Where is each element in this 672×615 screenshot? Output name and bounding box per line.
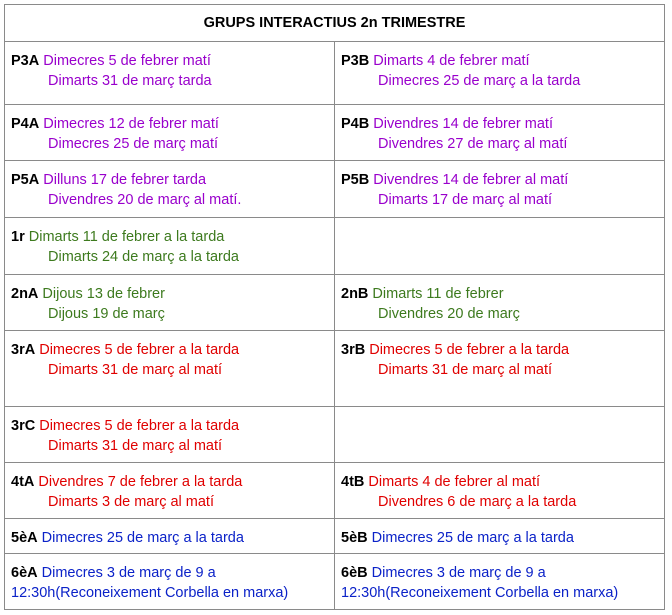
session-date-1: Dijous 13 de febrer	[38, 286, 165, 302]
session-date-1: Dilluns 17 de febrer tarda	[39, 172, 207, 188]
schedule-table	[4, 4, 665, 610]
schedule-row	[5, 331, 665, 407]
session-date-1: Divendres 7 de febrer a la tarda	[34, 474, 243, 490]
empty-cell	[335, 218, 665, 275]
session-date-1: Dimecres 3 de març de 9 a	[367, 565, 546, 581]
session-date-2: Divendres 20 de març	[378, 306, 520, 322]
session-date-2: Dimecres 25 de març matí	[48, 136, 219, 152]
schedule-cell-right	[335, 519, 665, 554]
schedule-cell-right	[335, 105, 665, 161]
session-date-2: Dijous 19 de març	[48, 306, 165, 322]
session-date-1: Divendres 14 de febrer matí	[369, 116, 553, 132]
schedule-cell-right	[335, 554, 665, 610]
session-date-2: Divendres 27 de març al matí	[378, 136, 568, 152]
schedule-cell-right	[335, 275, 665, 331]
session-date-2: 12:30h(Reconeixement Corbella en marxa)	[11, 585, 289, 601]
session-date-1: Dimecres 12 de febrer matí	[39, 116, 219, 132]
group-code: 6èA	[11, 565, 38, 581]
schedule-cell-left	[5, 218, 335, 275]
session-date-1: Dimecres 25 de març a la tarda	[37, 530, 244, 546]
group-code: 2nB	[341, 286, 369, 302]
schedule-row	[5, 218, 665, 275]
schedule-cell-right	[335, 161, 665, 218]
session-date-2: Divendres 20 de març al matí.	[48, 192, 242, 208]
group-code: 3rB	[341, 342, 366, 358]
session-date-1: Dimarts 11 de febrer	[368, 286, 504, 302]
group-code: 6èB	[341, 565, 368, 581]
group-code: 3rA	[11, 342, 36, 358]
group-code: 1r	[11, 229, 25, 245]
group-code: 3rC	[11, 418, 36, 434]
group-code: P3A	[11, 53, 40, 69]
session-date-2: Dimarts 24 de març a la tarda	[48, 249, 239, 265]
schedule-row	[5, 161, 665, 218]
schedule-row	[5, 519, 665, 554]
group-code: P5A	[11, 172, 40, 188]
session-date-1: Dimecres 5 de febrer a la tarda	[35, 342, 240, 358]
schedule-cell-left	[5, 331, 335, 407]
schedule-row	[5, 42, 665, 105]
session-date-1: Dimarts 11 de febrer a la tarda	[24, 229, 225, 245]
schedule-cell-left	[5, 275, 335, 331]
session-date-2: 12:30h(Reconeixement Corbella en marxa)	[341, 585, 619, 601]
schedule-cell-left	[5, 519, 335, 554]
session-date-1: Dimarts 4 de febrer al matí	[364, 474, 541, 490]
schedule-cell-right	[335, 331, 665, 407]
session-date-1: Dimecres 25 de març a la tarda	[367, 530, 574, 546]
schedule-cell-left	[5, 463, 335, 519]
schedule-cell-left	[5, 105, 335, 161]
group-code: 5èA	[11, 530, 38, 546]
schedule-row	[5, 275, 665, 331]
schedule-row	[5, 554, 665, 610]
session-date-2: Dimecres 25 de març a la tarda	[378, 73, 581, 89]
session-date-2: Dimarts 31 de març al matí	[378, 362, 553, 378]
group-code: 2nA	[11, 286, 39, 302]
session-date-1: Divendres 14 de febrer al matí	[369, 172, 569, 188]
title-row	[5, 5, 665, 42]
session-date-1: Dimarts 4 de febrer matí	[369, 53, 530, 69]
group-code: 5èB	[341, 530, 368, 546]
session-date-2: Dimarts 31 de març al matí	[48, 362, 223, 378]
group-code: P4A	[11, 116, 40, 132]
session-date-1: Dimecres 5 de febrer a la tarda	[365, 342, 570, 358]
session-date-2: Dimarts 31 de març tarda	[48, 73, 212, 89]
group-code: P4B	[341, 116, 370, 132]
group-code: P5B	[341, 172, 370, 188]
table-title: GRUPS INTERACTIUS 2n TRIMESTRE	[5, 5, 665, 42]
session-date-1: Dimecres 5 de febrer a la tarda	[35, 418, 240, 434]
schedule-sheet	[4, 4, 665, 610]
schedule-cell-right	[335, 42, 665, 105]
empty-cell	[335, 407, 665, 463]
schedule-row	[5, 407, 665, 463]
session-date-2: Dimarts 31 de març al matí	[48, 438, 223, 454]
session-date-2: Dimarts 3 de març al matí	[48, 494, 214, 510]
schedule-cell-left	[5, 42, 335, 105]
session-date-1: Dimecres 5 de febrer matí	[39, 53, 211, 69]
session-date-2: Dimarts 17 de març al matí	[378, 192, 553, 208]
group-code: P3B	[341, 53, 370, 69]
group-code: 4tA	[11, 474, 35, 490]
schedule-cell-left	[5, 554, 335, 610]
schedule-cell-left	[5, 407, 335, 463]
schedule-cell-left	[5, 161, 335, 218]
schedule-row	[5, 105, 665, 161]
schedule-row	[5, 463, 665, 519]
group-code: 4tB	[341, 474, 365, 490]
schedule-cell-right	[335, 463, 665, 519]
session-date-1: Dimecres 3 de març de 9 a	[37, 565, 216, 581]
session-date-2: Divendres 6 de març a la tarda	[378, 494, 577, 510]
